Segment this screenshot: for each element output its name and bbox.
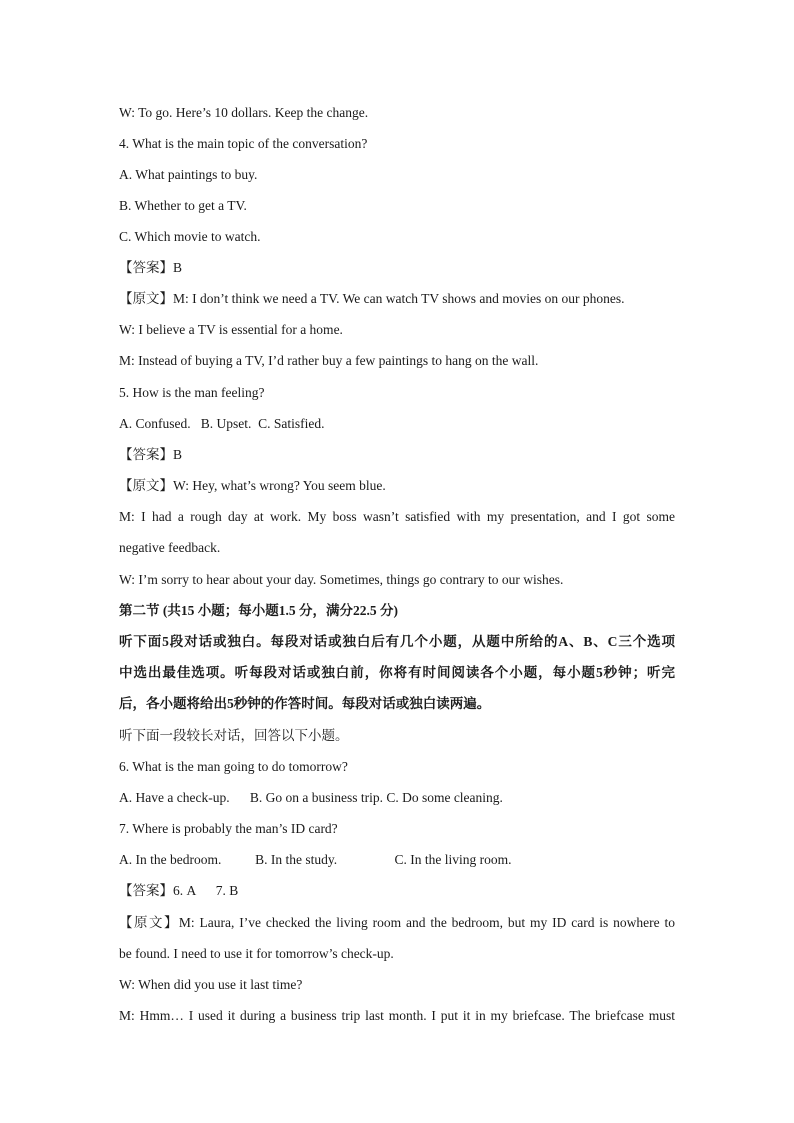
- dialogue-line: be found. I need to use it for tomorrow’s check-up.: [119, 946, 394, 961]
- question-5: 5. How is the man feeling?: [119, 385, 265, 400]
- answer-line: 【答案】B: [119, 260, 183, 275]
- dialogue-line: M: Instead of buying a TV, I’d rather buy a few paintings to hang on the wall.: [119, 353, 539, 368]
- dialogue-line: M: Hmm… I used it during a business trip last month. I put it in my briefcase. The briefcase must: [119, 1008, 675, 1023]
- answer-line: 【答案】B: [119, 447, 183, 462]
- option-b: B. Whether to get a TV.: [119, 198, 247, 213]
- question-7: 7. Where is probably the man’s ID card?: [119, 821, 338, 836]
- option-c: C. Which movie to watch.: [119, 229, 261, 244]
- question-4: 4. What is the main topic of the conversation?: [119, 136, 368, 151]
- dialogue-line: W: When did you use it last time?: [119, 977, 303, 992]
- option-a: A. What paintings to buy.: [119, 167, 258, 182]
- dialogue-line: M: I had a rough day at work. My boss wasn’t satisfied with my presentation, and I got some: [119, 509, 675, 524]
- transcript-line: 【原文】M: Laura, I’ve checked the living room and the bedroom, but my ID card is nowhere to: [119, 915, 675, 930]
- instructions-line: 中选出最佳选项。听每段对话或独白前，你将有时间阅读各个小题，每小题5秒钟；听完: [119, 665, 675, 680]
- instructions-line: 后，各小题将给出5秒钟的作答时间。每段对话或独白读两遍。: [119, 696, 491, 711]
- dialogue-line: W: I believe a TV is essential for a home.: [119, 322, 343, 337]
- transcript-line: 【原文】W: Hey, what’s wrong? You seem blue.: [119, 478, 386, 493]
- transcript-line: 【原文】M: I don’t think we need a TV. We can watch TV shows and movies on our phones.: [119, 291, 625, 306]
- answer-line: 【答案】6. A 7. B: [119, 883, 239, 898]
- instructions-line: 听下面5段对话或独白。每段对话或独白后有几个小题，从题中所给的A、B、C三个选项: [119, 634, 675, 649]
- dialogue-line: negative feedback.: [119, 540, 221, 555]
- sub-instruction: 听下面一段较长对话，回答以下小题。: [119, 728, 349, 743]
- dialogue-line: W: To go. Here’s 10 dollars. Keep the change.: [119, 105, 369, 120]
- options-line: A. Confused. B. Upset. C. Satisfied.: [119, 416, 325, 431]
- section-heading: 第二节 (共15 小题；每小题1.5 分，满分22.5 分): [119, 603, 398, 618]
- options-line: A. In the bedroom. B. In the study. C. In the living room.: [119, 852, 512, 867]
- options-line: A. Have a check-up. B. Go on a business trip. C. Do some cleaning.: [119, 790, 503, 805]
- dialogue-line: W: I’m sorry to hear about your day. Sometimes, things go contrary to our wishes.: [119, 572, 564, 587]
- question-6: 6. What is the man going to do tomorrow?: [119, 759, 348, 774]
